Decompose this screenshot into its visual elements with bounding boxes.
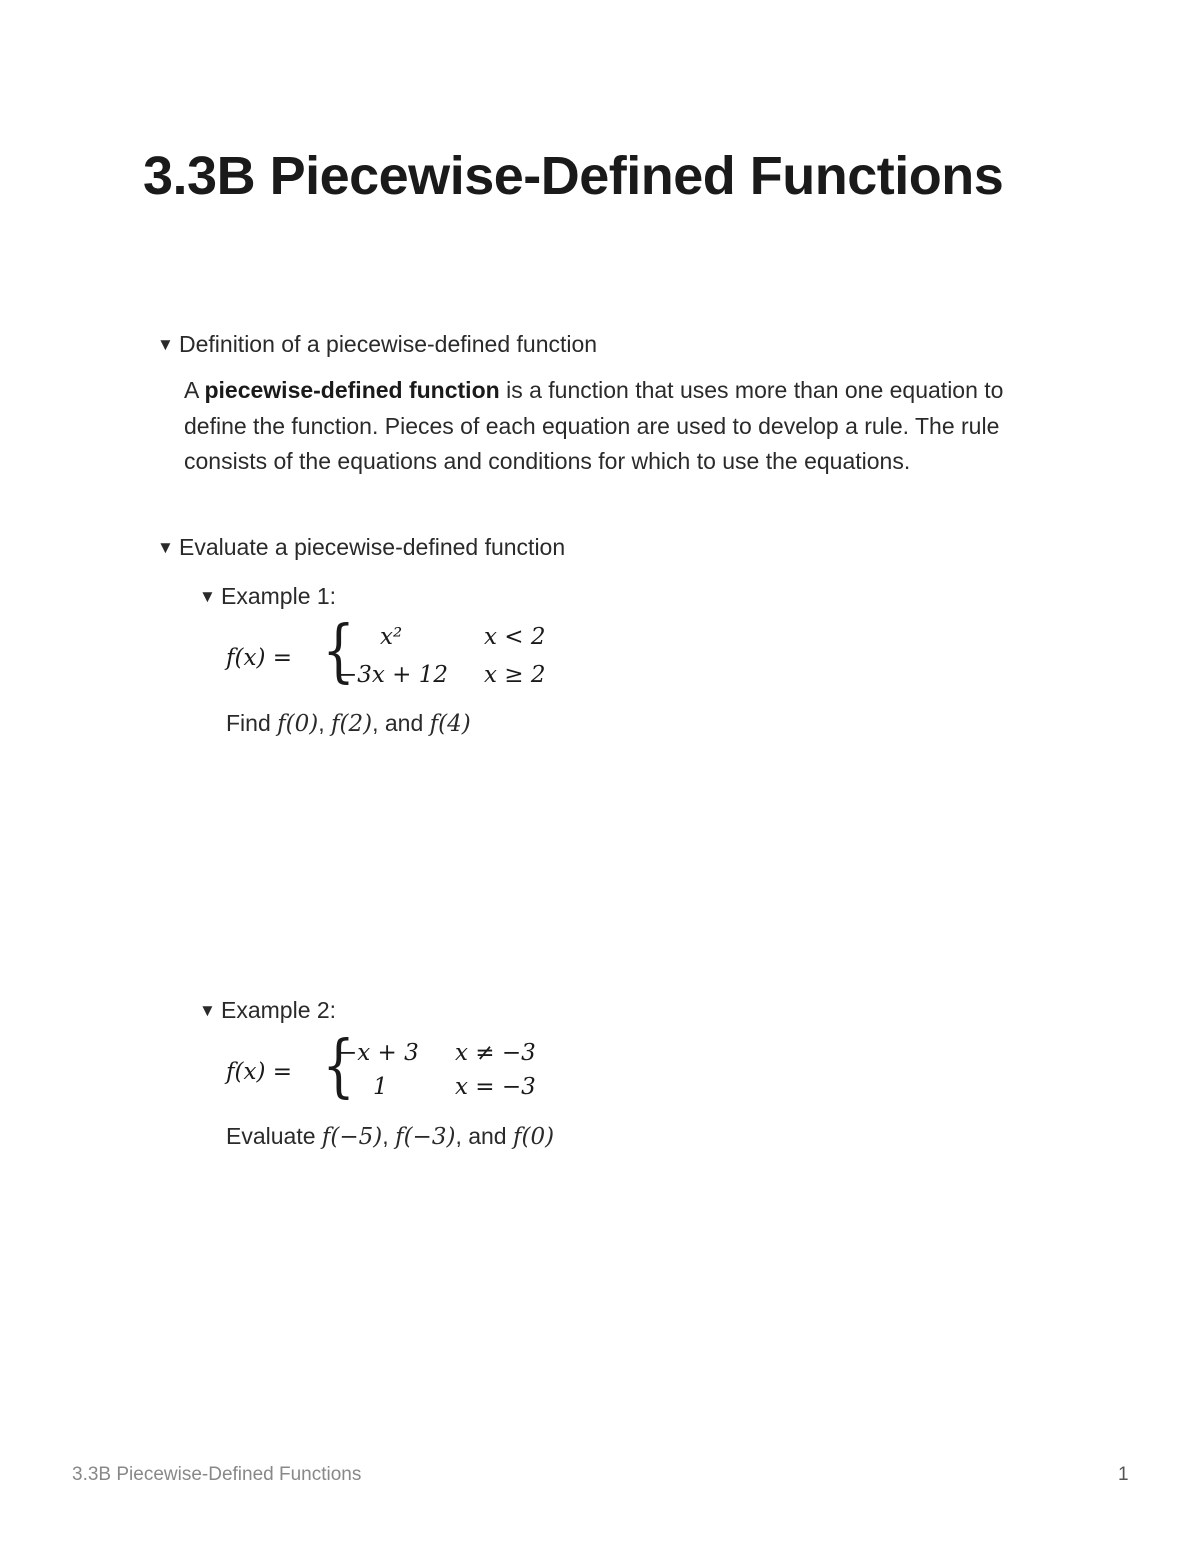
triangle-down-icon[interactable]: ▼ [199,1001,216,1020]
example-2-prompt: Evaluate f(−5), f(−3), and f(0) [226,1123,555,1150]
example-2-lhs: f(x) = [226,1059,293,1085]
example-1-row-1-cond: x < 2 [484,624,546,650]
triangle-down-icon[interactable]: ▼ [157,335,174,354]
definition-text-start: A [184,377,205,403]
example-1-row-2-cond: x ≥ 2 [484,662,546,688]
triangle-down-icon[interactable]: ▼ [199,587,216,606]
example-1-label: Example 1: [221,583,337,609]
page-number: 1 [1118,1464,1129,1485]
example-1-row-1-expr: x² [380,624,403,650]
definition-paragraph [184,373,1064,480]
definition-term: piecewise-defined function [204,377,500,403]
toggle-example-1[interactable] [199,583,336,610]
toggle-definition-label: Definition of a piecewise-defined function [179,331,598,357]
toggle-definition[interactable] [157,331,597,358]
example-1-prompt: Find f(0), f(2), and f(4) [226,710,471,737]
footer-title: 3.3B Piecewise-Defined Functions [72,1464,362,1485]
example-2-label: Example 2: [221,997,337,1023]
example-1-lhs: f(x) = [226,645,293,671]
page-title: 3.3B Piecewise-Defined Functions [143,146,1004,206]
example-1-brace: { [322,612,355,691]
example-2-row-1-expr: −x + 3 [338,1040,419,1066]
toggle-example-2[interactable] [199,997,336,1024]
example-2-row-1-cond: x ≠ −3 [455,1040,536,1066]
example-2-row-2-cond: x = −3 [455,1074,536,1100]
toggle-evaluate[interactable] [157,534,565,561]
definition-text-rest: is a function that uses more than one equation to define the function. Pieces of each equation are used to develop a rule. The rule consists of the equations and conditions for which to use the equations. [184,377,1004,474]
example-2-row-2-expr: 1 [373,1074,388,1100]
triangle-down-icon[interactable]: ▼ [157,538,174,557]
example-2-brace: { [322,1027,355,1106]
toggle-evaluate-label: Evaluate a piecewise-defined function [179,534,566,560]
example-1-row-2-expr: −3x + 12 [338,662,449,688]
